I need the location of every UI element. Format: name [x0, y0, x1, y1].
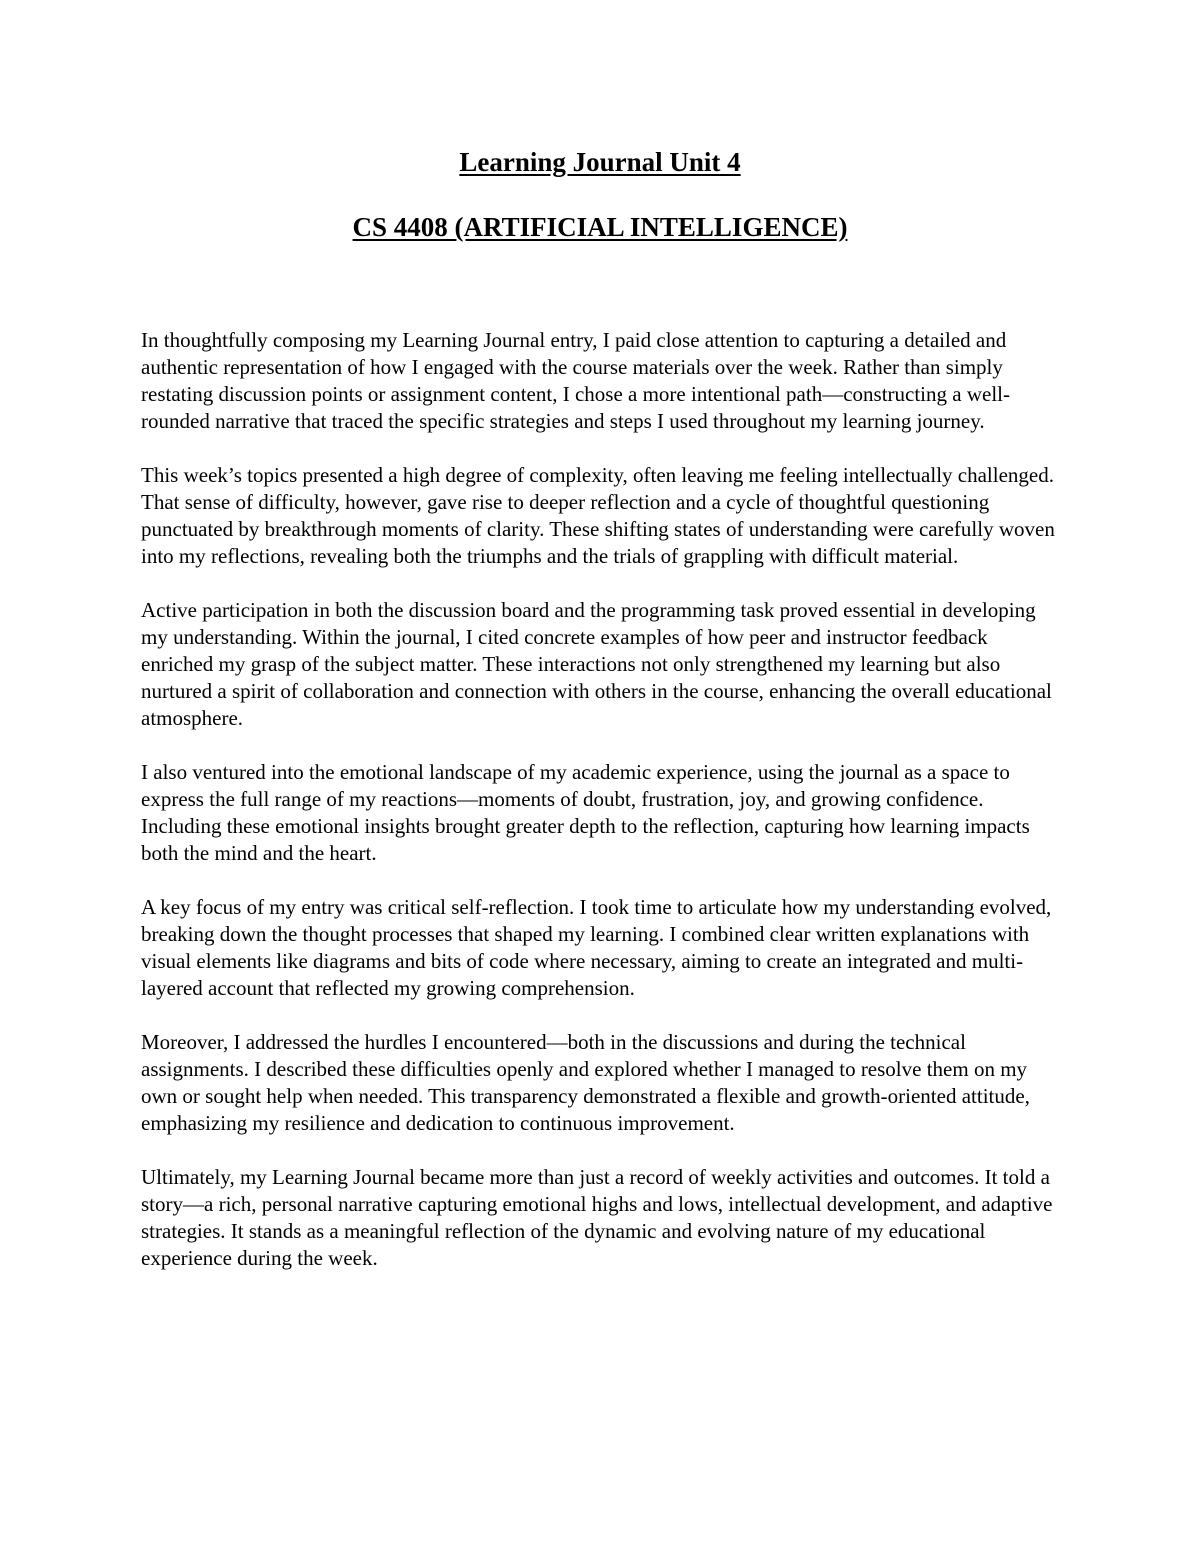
paragraph: A key focus of my entry was critical self-reflection. I took time to articulate how my understanding evolved, breaking down the thought processes that shaped my learning. I combined clear written explanations with visual elements like diagrams and bits of code where necessary, aiming to create an integrated and multi-layered account that reflected my growing comprehension.: [141, 895, 1052, 1000]
paragraph: I also ventured into the emotional landscape of my academic experience, using the journal as a space to express the full range of my reactions—moments of doubt, frustration, joy, and growing confidence. Including these emotional insights brought greater depth to the reflection, capturing how learning impacts both the mind and the heart.: [141, 760, 1030, 865]
document-body: [141, 327, 1061, 1299]
paragraph: This week’s topics presented a high degree of complexity, often leaving me feeling intellectually challenged. That sense of difficulty, however, gave rise to deeper reflection and a cycle of thoughtful questioning punctuated by breakthrough moments of clarity. These shifting states of understanding were carefully woven into my reflections, revealing both the triumphs and the trials of grappling with difficult material.: [141, 463, 1055, 568]
paragraph: In thoughtfully composing my Learning Journal entry, I paid close attention to capturing a detailed and authentic representation of how I engaged with the course materials over the week. Rather than simply restating discussion points or assignment content, I chose a more intentional path—constructing a well-rounded narrative that traced the specific strategies and steps I used throughout my learning journey.: [141, 328, 1010, 433]
paragraph: Active participation in both the discussion board and the programming task proved essential in developing my understanding. Within the journal, I cited concrete examples of how peer and instructor feedback enriched my grasp of the subject matter. These interactions not only strengthened my learning but also nurtured a spirit of collaboration and connection with others in the course, enhancing the overall educational atmosphere.: [141, 598, 1052, 730]
paragraph: Ultimately, my Learning Journal became more than just a record of weekly activities and outcomes. It told a story—a rich, personal narrative capturing emotional highs and lows, intellectual development, and adaptive strategies. It stands as a meaningful reflection of the dynamic and evolving nature of my educational experience during the week.: [141, 1165, 1053, 1270]
paragraph: Moreover, I addressed the hurdles I encountered—both in the discussions and during the technical assignments. I described these difficulties openly and explored whether I managed to resolve them on my own or sought help when needed. This transparency demonstrated a flexible and growth-oriented attitude, emphasizing my resilience and dedication to continuous improvement.: [141, 1030, 1030, 1135]
document-title: Learning Journal Unit 4: [459, 147, 741, 177]
course-heading: CS 4408 (ARTIFICIAL INTELLIGENCE): [352, 212, 848, 242]
